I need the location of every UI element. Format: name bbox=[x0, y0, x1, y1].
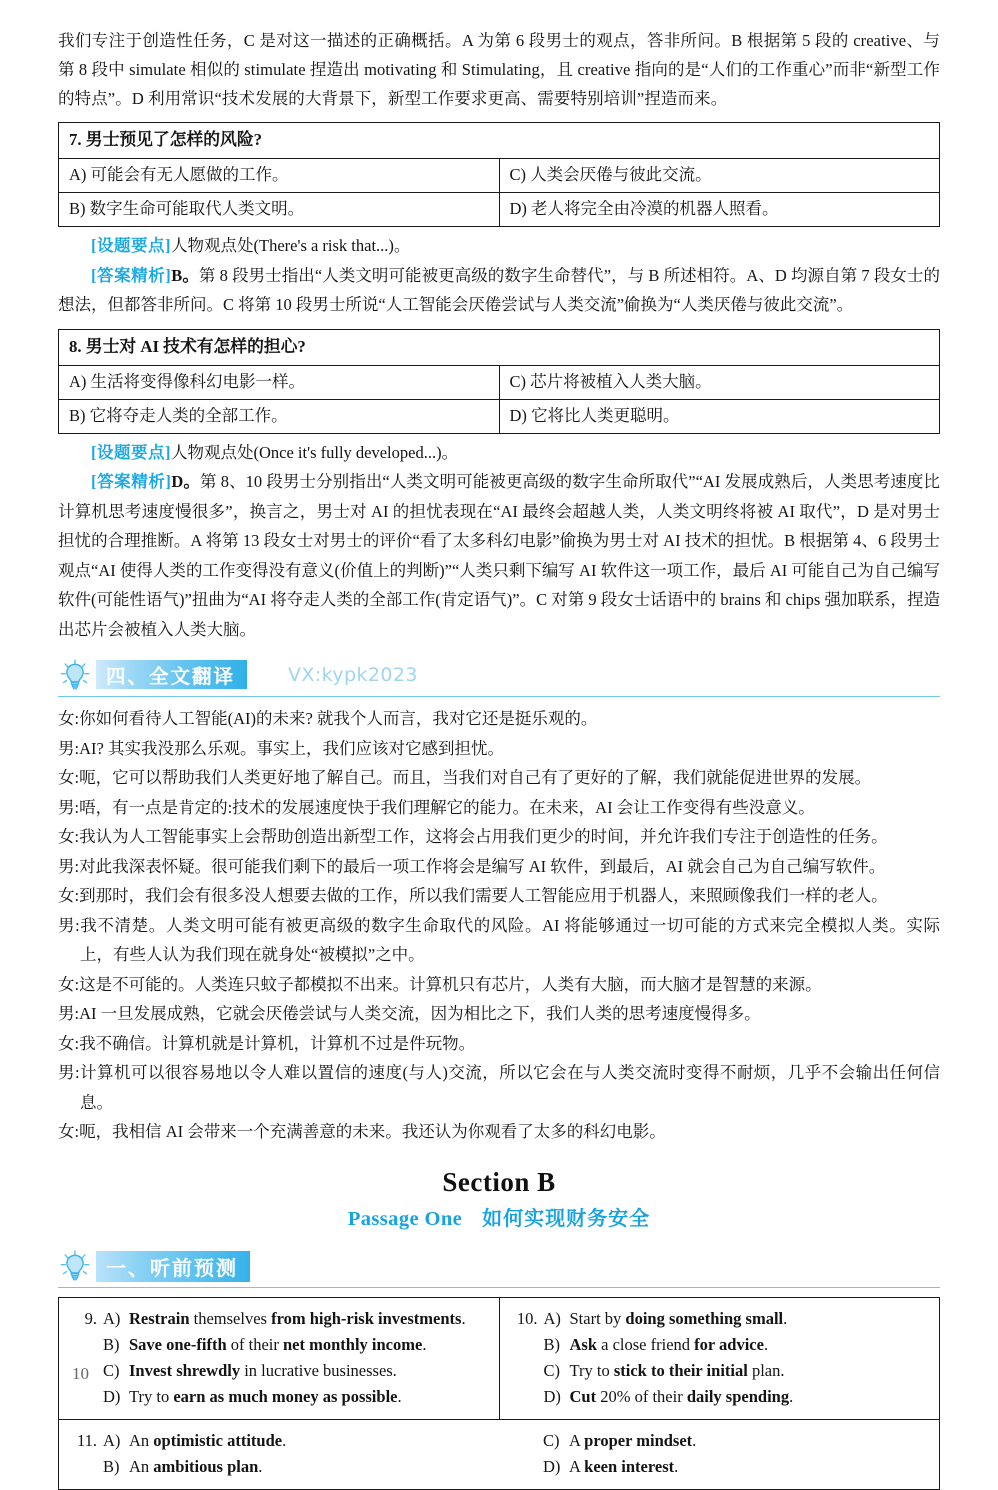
option-letter: C) bbox=[543, 1430, 560, 1450]
option-8-d[interactable]: D) 它将比人类更聪明。 bbox=[499, 399, 940, 433]
dialogue-line: 女:到那时，我们会有很多没人想要去做的工作，所以我们需要人工智能应用于机器人，来照顾像我们一样的老人。 bbox=[58, 886, 888, 905]
answer-line-7 bbox=[58, 261, 940, 320]
page-number: 10 bbox=[72, 1364, 89, 1383]
options-cell-9 bbox=[59, 1297, 500, 1419]
table-row bbox=[59, 193, 940, 227]
option-text: Invest shrewdly in lucrative businesses. bbox=[129, 1360, 397, 1380]
option-7-c[interactable]: C) 人类会厌倦与彼此交流。 bbox=[499, 159, 940, 193]
option-7-b[interactable]: B) 数字生命可能取代人类文明。 bbox=[59, 193, 500, 227]
option-text: Restrain themselves from high-risk investments. bbox=[129, 1308, 466, 1328]
option-7-d[interactable]: D) 老人将完全由冷漠的机器人照看。 bbox=[499, 193, 940, 227]
analysis-block-8 bbox=[58, 438, 940, 645]
question-stem-8: 8. 男士对 AI 技术有怎样的担心? bbox=[59, 329, 940, 365]
option-row[interactable] bbox=[67, 1358, 493, 1384]
option-text: Try to stick to their initial plan. bbox=[569, 1360, 785, 1380]
option-text: Try to earn as much money as possible. bbox=[129, 1386, 402, 1406]
top-analysis-paragraph: 我们专注于创造性任务，C 是对这一描述的正确概括。A 为第 6 段男士的观点，答非所问。B 根据第 5 段的 creative、与第 8 段中 simulate 相似的 stimulate 捏造出 motivating 和 Stimulating，且 creative 指向的是“人们的工作重心”而非“新型工作的特点”。D 利用常识“技术发展的大背景下，新型工作要求更高、需要特别培训”捏造而来。 bbox=[58, 31, 940, 108]
option-letter: B) bbox=[103, 1456, 120, 1476]
translation-section-header bbox=[58, 660, 940, 694]
lightbulb-icon bbox=[58, 658, 92, 692]
option-row[interactable] bbox=[507, 1454, 933, 1480]
option-text: A proper mindset. bbox=[569, 1430, 697, 1450]
dialogue-line: 女:呃，它可以帮助我们人类更好地了解自己。而且，当我们对自己有了更好的了解，我们就能促进世界的发展。 bbox=[58, 768, 872, 787]
option-row[interactable] bbox=[508, 1306, 934, 1332]
option-row[interactable] bbox=[508, 1384, 934, 1410]
prelisten-section-header bbox=[58, 1251, 940, 1285]
option-list-11-left bbox=[67, 1428, 493, 1480]
dialogue-line: 女:你如何看待人工智能(AI)的未来? 就我个人而言，我对它还是挺乐观的。 bbox=[58, 709, 598, 728]
option-8-c[interactable]: C) 芯片将被植入人类大脑。 bbox=[499, 365, 940, 399]
table-row bbox=[59, 1297, 940, 1419]
question-table-7 bbox=[58, 122, 940, 227]
point-tag: [设题要点] bbox=[91, 236, 171, 255]
point-tag: [设题要点] bbox=[91, 442, 171, 462]
table-row bbox=[59, 123, 940, 159]
options-cell-11-right bbox=[499, 1419, 940, 1489]
option-list-9 bbox=[67, 1306, 493, 1410]
option-row[interactable] bbox=[67, 1332, 493, 1358]
analysis-tag: [答案精析] bbox=[91, 472, 172, 491]
option-letter: A) bbox=[543, 1308, 561, 1328]
option-letter: C) bbox=[103, 1360, 120, 1380]
option-letter: B) bbox=[103, 1334, 120, 1354]
option-text: Cut 20% of their daily spending. bbox=[569, 1386, 794, 1406]
option-group-number: 10. bbox=[516, 1308, 538, 1328]
option-letter: D) bbox=[543, 1456, 561, 1476]
translation-dialogue bbox=[58, 704, 940, 1147]
answer-line-8 bbox=[58, 467, 940, 644]
passage-heading bbox=[58, 1202, 940, 1231]
analysis-text: 第 8、10 段男士分别指出“人类文明可能被更高级的数字生命所取代”“AI 发展成熟后，人类思考速度比计算机思考速度慢很多”，换言之，男士对 AI 的担忧表现在“AI 最终会超越人类，人类文明终将被 AI 取代”，D 是对男士担忧的合理推断。A 将第 13 段女士对男士的评价“看了太多科幻电影”偷换为男士对 AI 技术的担忧。B 根据第 4、6 段男士观点“AI 使得人类的工作变得没有意义(价值上的判断)”“人类只剩下编写 AI 软件这一项工作，最后 AI 可能自己为自己编写软件(可能性语气)”扭曲为“AI 将夺走人类的全部工作(肯定语气)”。C 对第 9 段女士话语中的 brains 和 chips 强加联系，捏造出芯片会被植入人类大脑。 bbox=[58, 472, 940, 639]
option-letter: C) bbox=[543, 1360, 560, 1380]
dialogue-line: 男:对此我深表怀疑。很可能我们剩下的最后一项工作将会是编写 AI 软件，到最后，AI 就会自己为自己编写软件。 bbox=[58, 856, 886, 876]
option-group-number: 11. bbox=[76, 1430, 97, 1450]
dialogue-line: 女:呃，我相信 AI 会带来一个充满善意的未来。我还认为你观看了太多的科幻电影。 bbox=[58, 1122, 666, 1141]
options-cell-11-left bbox=[59, 1419, 500, 1489]
translation-section-title: 四、全文翻译 bbox=[96, 660, 247, 689]
section-divider bbox=[58, 1287, 940, 1288]
dialogue-line: 女:我不确信。计算机就是计算机，计算机不过是件玩物。 bbox=[58, 1033, 476, 1053]
point-line-7 bbox=[58, 231, 940, 261]
option-8-a[interactable]: A) 生活将变得像科幻电影一样。 bbox=[59, 365, 500, 399]
analysis-tag: [答案精析] bbox=[91, 265, 172, 285]
options-cell-10 bbox=[499, 1297, 940, 1419]
option-text: A keen interest. bbox=[569, 1456, 679, 1476]
option-list-10 bbox=[508, 1306, 934, 1410]
option-text: An ambitious plan. bbox=[129, 1456, 263, 1476]
question-stem-7: 7. 男士预见了怎样的风险? bbox=[59, 123, 940, 159]
option-letter: A) bbox=[103, 1430, 121, 1450]
table-row bbox=[59, 159, 940, 193]
prelisten-section-title: 一、听前预测 bbox=[96, 1251, 250, 1282]
option-letter: D) bbox=[543, 1386, 561, 1406]
dialogue-line: 男:AI 一旦发展成熟，它就会厌倦尝试与人类交流，因为相比之下，我们人类的思考速度慢得多。 bbox=[58, 1004, 761, 1023]
dialogue-line: 男:计算机可以很容易地以令人难以置信的速度(与人)交流，所以它会在与人类交流时变得不耐烦，几乎不会输出任何信息。 bbox=[58, 1063, 940, 1112]
option-row[interactable] bbox=[508, 1332, 934, 1358]
watermark-text: VX:kypk2023 bbox=[288, 664, 418, 686]
dialogue-line: 男:唔，有一点是肯定的:技术的发展速度快于我们理解它的能力。在未来，AI 会让工作变得有些没意义。 bbox=[58, 797, 815, 817]
question-table-8 bbox=[58, 329, 940, 434]
option-row[interactable] bbox=[67, 1454, 493, 1480]
option-letter: D) bbox=[103, 1386, 121, 1406]
option-text: Save one-fifth of their net monthly income. bbox=[129, 1334, 427, 1354]
lightbulb-icon bbox=[58, 1249, 92, 1283]
analysis-block-7 bbox=[58, 231, 940, 320]
point-text: 人物观点处(Once it's fully developed...)。 bbox=[171, 442, 459, 462]
section-b-title: Section B bbox=[442, 1166, 556, 1197]
passage-label: Passage One bbox=[347, 1207, 463, 1230]
analysis-answer: B。 bbox=[171, 265, 199, 285]
dialogue-line: 男:AI? 其实我没那么乐观。事实上，我们应该对它感到担忧。 bbox=[58, 738, 504, 758]
dialogue-line: 女:这是不可能的。人类连只蚊子都模拟不出来。计算机只有芯片，人类有大脑，而大脑才是智慧的来源。 bbox=[58, 974, 822, 994]
option-letter: A) bbox=[103, 1308, 121, 1328]
option-text: Start by doing something small. bbox=[569, 1308, 788, 1328]
point-text: 人物观点处(There's a risk that...)。 bbox=[171, 236, 411, 255]
option-row[interactable] bbox=[508, 1358, 934, 1384]
table-row bbox=[59, 399, 940, 433]
option-list-11-right bbox=[507, 1428, 933, 1480]
table-row bbox=[59, 365, 940, 399]
section-divider bbox=[58, 696, 940, 697]
option-row[interactable] bbox=[67, 1384, 493, 1410]
table-row bbox=[59, 329, 940, 365]
point-line-8 bbox=[58, 438, 940, 468]
option-text: An optimistic attitude. bbox=[129, 1430, 287, 1450]
analysis-text: 第 8 段男士指出“人类文明可能被更高级的数字生命替代”，与 B 所述相符。A、D 均源自第 7 段女士的想法，但都答非所问。C 将第 10 段男士所说“人工智能会厌倦尝试与人类交流”偷换为“人类厌倦与彼此交流”。 bbox=[58, 265, 940, 314]
section-b-options-table bbox=[58, 1297, 940, 1490]
analysis-answer: D。 bbox=[171, 472, 200, 491]
passage-title: 如何实现财务安全 bbox=[482, 1205, 651, 1230]
option-group-number: 9. bbox=[84, 1308, 97, 1328]
option-row[interactable] bbox=[507, 1428, 933, 1454]
option-text: Ask a close friend for advice. bbox=[569, 1334, 769, 1354]
option-letter: B) bbox=[543, 1334, 560, 1354]
dialogue-line: 男:我不清楚。人类文明可能有被更高级的数字生命取代的风险。AI 将能够通过一切可能的方式来完全模拟人类。实际上，有些人认为我们现在就身处“被模拟”之中。 bbox=[58, 915, 940, 964]
option-row[interactable] bbox=[67, 1306, 493, 1332]
option-7-a[interactable]: A) 可能会有无人愿做的工作。 bbox=[59, 159, 500, 193]
table-row bbox=[59, 1419, 940, 1489]
dialogue-line: 女:我认为人工智能事实上会帮助创造出新型工作，这将会占用我们更少的时间，并允许我们专注于创造性的任务。 bbox=[58, 827, 888, 846]
option-8-b[interactable]: B) 它将夺走人类的全部工作。 bbox=[59, 399, 500, 433]
option-row[interactable] bbox=[67, 1428, 493, 1454]
